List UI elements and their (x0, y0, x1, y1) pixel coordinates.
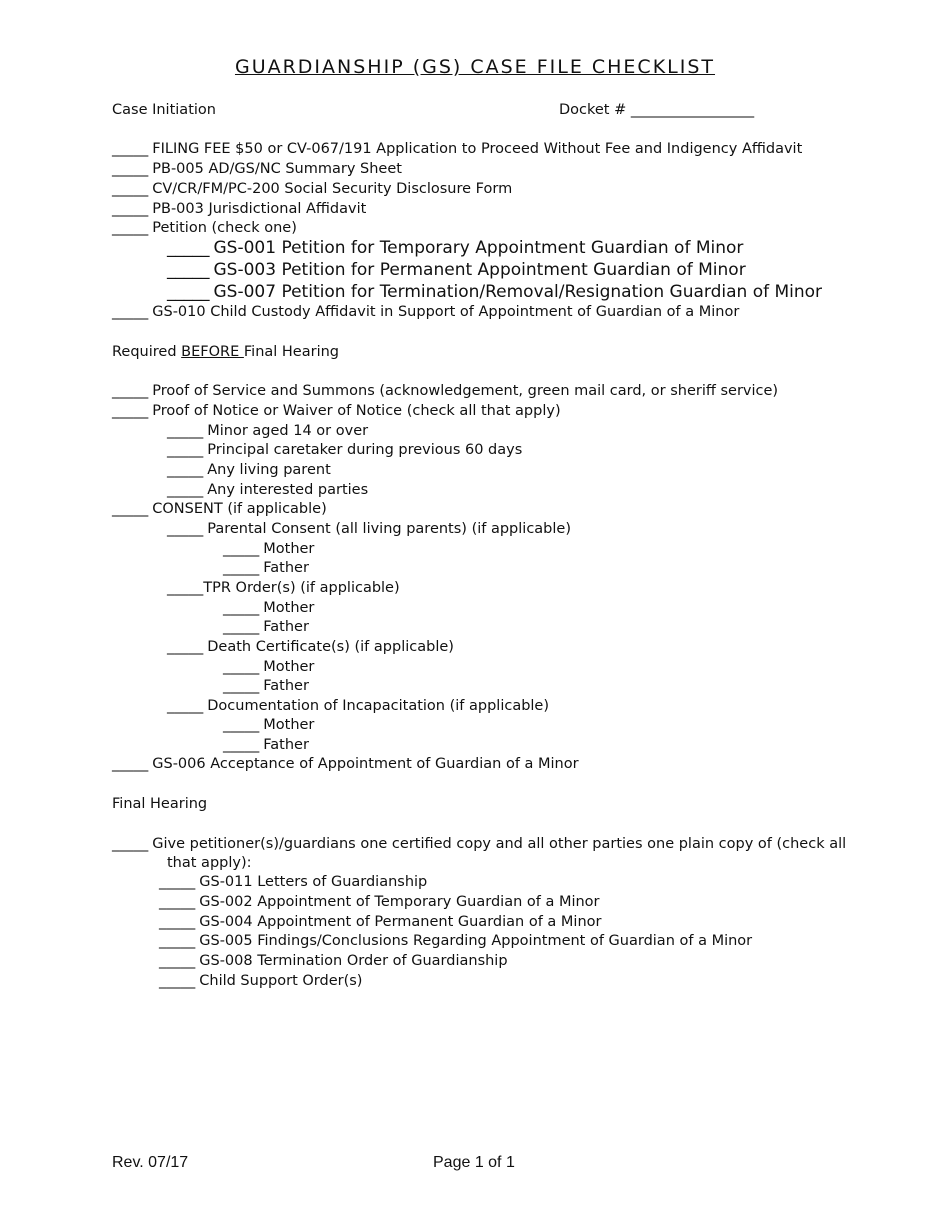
checkbox-blank[interactable]: _____ (112, 181, 149, 197)
checkbox-blank[interactable]: _____ (223, 600, 260, 616)
checklist-item-continuation: that apply): (167, 855, 252, 871)
parent-option-father: _____ Father (223, 737, 309, 753)
checkbox-blank[interactable]: _____ (167, 423, 204, 439)
checkbox-blank[interactable]: _____ (112, 304, 149, 320)
checklist-subitem: _____ Documentation of Incapacitation (if applicable) (167, 698, 550, 714)
checklist-subitem: _____ GS-005 Findings/Conclusions Regarding Appointment of Guardian of a Minor (159, 933, 753, 949)
parent-option-mother: _____ Mother (223, 659, 315, 675)
checklist-subitem: _____ GS-011 Letters of Guardianship (159, 874, 428, 890)
checklist-item: _____ Proof of Notice or Waiver of Notice (check all that apply) (112, 403, 561, 419)
page-title: GUARDIANSHIP (GS) CASE FILE CHECKLIST (234, 56, 716, 78)
checkbox-blank[interactable]: _____ (223, 541, 260, 557)
checkbox-blank[interactable]: _____ (112, 756, 149, 772)
checklist-subitem: _____TPR Order(s) (if applicable) (167, 580, 400, 596)
checklist-subitem: _____ Child Support Order(s) (159, 973, 363, 989)
section-before-final-hearing: Required BEFORE Final Hearing (112, 344, 339, 360)
section-final-hearing: Final Hearing (112, 796, 208, 812)
checkbox-blank[interactable]: _____ (167, 698, 204, 714)
checkbox-blank[interactable]: _____ (112, 220, 149, 236)
petition-option: _____ GS-003 Petition for Permanent Appointment Guardian of Minor (167, 260, 746, 280)
checkbox-blank[interactable]: _____ (167, 639, 204, 655)
checklist-item: _____ Proof of Service and Summons (acknowledgement, green mail card, or sheriff service) (112, 383, 779, 399)
checkbox-blank[interactable]: _____ (112, 383, 149, 399)
checkbox-blank[interactable]: _____ (167, 580, 204, 596)
checkbox-blank[interactable]: _____ (159, 933, 196, 949)
checkbox-blank[interactable]: _____ (112, 141, 149, 157)
checklist-item: _____ PB-005 AD/GS/NC Summary Sheet (112, 161, 402, 177)
checklist-item: _____ CV/CR/FM/PC-200 Social Security Disclosure Form (112, 181, 513, 197)
checkbox-blank[interactable]: _____ (223, 560, 260, 576)
petition-option: _____ GS-001 Petition for Temporary Appointment Guardian of Minor (167, 238, 744, 258)
checkbox-blank[interactable]: _____ (167, 521, 204, 537)
checkbox-blank[interactable]: _____ (223, 737, 260, 753)
checkbox-blank[interactable]: _____ (167, 282, 210, 302)
section-case-initiation: Case Initiation (112, 102, 216, 118)
checklist-subitem: _____ Minor aged 14 or over (167, 423, 369, 439)
checkbox-blank[interactable]: _____ (112, 403, 149, 419)
checkbox-blank[interactable]: _____ (167, 482, 204, 498)
parent-option-mother: _____ Mother (223, 541, 315, 557)
checkbox-blank[interactable]: _____ (112, 201, 149, 217)
checkbox-blank[interactable]: _____ (223, 717, 260, 733)
revision-label: Rev. 07/17 (112, 1154, 189, 1171)
checkbox-blank[interactable]: _____ (167, 260, 210, 280)
checkbox-blank[interactable]: _____ (167, 442, 204, 458)
checklist-subitem: _____ GS-008 Termination Order of Guardianship (159, 953, 508, 969)
checkbox-blank[interactable]: _____ (112, 836, 149, 852)
checkbox-blank[interactable]: _____ (112, 501, 149, 517)
checklist-item: _____ Give petitioner(s)/guardians one certified copy and all other parties one plain copy of (check all (112, 836, 847, 852)
checklist-item: _____ GS-010 Child Custody Affidavit in Support of Appointment of Guardian of a Minor (112, 304, 740, 320)
before-emphasis: BEFORE (181, 344, 244, 360)
checklist-subitem: _____ Any living parent (167, 462, 331, 478)
checkbox-blank[interactable]: _____ (223, 619, 260, 635)
checkbox-blank[interactable]: _____ (112, 161, 149, 177)
checklist-subitem: _____ Any interested parties (167, 482, 369, 498)
checkbox-blank[interactable]: _____ (223, 678, 260, 694)
checkbox-blank[interactable]: _____ (167, 462, 204, 478)
parent-option-mother: _____ Mother (223, 600, 315, 616)
page-number: Page 1 of 1 (433, 1154, 515, 1171)
parent-option-father: _____ Father (223, 678, 309, 694)
parent-option-father: _____ Father (223, 560, 309, 576)
checklist-item: _____ FILING FEE $50 or CV-067/191 Application to Proceed Without Fee and Indigency Affidavit (112, 141, 803, 157)
checklist-item: _____ GS-006 Acceptance of Appointment of Guardian of a Minor (112, 756, 579, 772)
parent-option-father: _____ Father (223, 619, 309, 635)
docket-number-field[interactable]: Docket # _________________ (559, 102, 755, 118)
checklist-subitem: _____ GS-002 Appointment of Temporary Guardian of a Minor (159, 894, 600, 910)
checklist-item: _____ CONSENT (if applicable) (112, 501, 327, 517)
checkbox-blank[interactable]: _____ (223, 659, 260, 675)
parent-option-mother: _____ Mother (223, 717, 315, 733)
petition-option: _____ GS-007 Petition for Termination/Removal/Resignation Guardian of Minor (167, 282, 823, 302)
checkbox-blank[interactable]: _____ (159, 894, 196, 910)
checklist-subitem: _____ Parental Consent (all living parents) (if applicable) (167, 521, 571, 537)
checklist-subitem: _____ Principal caretaker during previous 60 days (167, 442, 523, 458)
checkbox-blank[interactable]: _____ (159, 914, 196, 930)
checklist-item: _____ PB-003 Jurisdictional Affidavit (112, 201, 367, 217)
checklist-subitem: _____ GS-004 Appointment of Permanent Guardian of a Minor (159, 914, 602, 930)
checklist-subitem: _____ Death Certificate(s) (if applicable) (167, 639, 454, 655)
checkbox-blank[interactable]: _____ (167, 238, 210, 258)
checklist-item: _____ Petition (check one) (112, 220, 297, 236)
checkbox-blank[interactable]: _____ (159, 874, 196, 890)
checkbox-blank[interactable]: _____ (159, 953, 196, 969)
checkbox-blank[interactable]: _____ (159, 973, 196, 989)
